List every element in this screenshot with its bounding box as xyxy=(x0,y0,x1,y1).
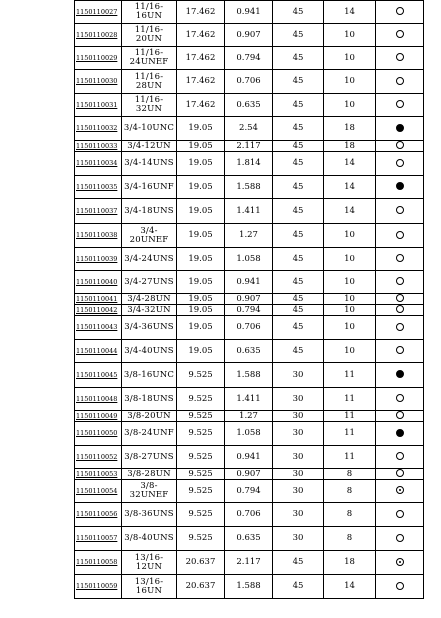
cell-n: 8 xyxy=(324,480,376,503)
cell-d2: 2.117 xyxy=(225,551,273,575)
cell-spec: 3/4-16UNF xyxy=(122,176,177,199)
cell-d2: 2.54 xyxy=(225,117,273,141)
open-circle-icon xyxy=(396,394,404,402)
cell-spec: 3/4-36UNS xyxy=(122,316,177,340)
cell-mark xyxy=(376,224,424,248)
cell-d2: 1.814 xyxy=(225,152,273,176)
open-circle-icon xyxy=(396,7,404,15)
cell-n: 8 xyxy=(324,469,376,480)
open-circle-icon xyxy=(396,346,404,354)
open-circle-icon xyxy=(396,30,404,38)
cell-mark xyxy=(376,411,424,422)
cell-n: 10 xyxy=(324,294,376,305)
open-circle-icon xyxy=(396,305,404,313)
cell-mark xyxy=(376,152,424,176)
table-row xyxy=(75,94,424,117)
cell-a: 30 xyxy=(273,469,324,480)
open-circle-icon xyxy=(396,77,404,85)
cell-spec: 11/16-20UN xyxy=(122,24,177,47)
cell-code: 1150110050 xyxy=(75,422,122,446)
cell-n: 11 xyxy=(324,411,376,422)
cell-mark xyxy=(376,446,424,469)
cell-d1: 17.462 xyxy=(177,24,225,47)
cell-mark xyxy=(376,24,424,47)
table-row xyxy=(75,271,424,294)
cell-d1: 17.462 xyxy=(177,1,225,24)
cell-spec: 3/8-16UNC xyxy=(122,363,177,388)
cell-mark xyxy=(376,294,424,305)
cell-code: 1150110040 xyxy=(75,271,122,294)
cell-a: 45 xyxy=(273,152,324,176)
cell-d2: 0.706 xyxy=(225,70,273,94)
cell-mark xyxy=(376,305,424,316)
table-row xyxy=(75,422,424,446)
cell-d1: 19.05 xyxy=(177,340,225,363)
cell-d1: 9.525 xyxy=(177,422,225,446)
filled-circle-icon xyxy=(396,429,404,437)
cell-a: 45 xyxy=(273,176,324,199)
cell-spec: 3/4-12UN xyxy=(122,141,177,152)
cell-d1: 9.525 xyxy=(177,527,225,551)
open-circle-icon xyxy=(396,411,404,419)
cell-code: 1150110033 xyxy=(75,141,122,152)
cell-d2: 0.941 xyxy=(225,1,273,24)
filled-circle-icon xyxy=(396,182,404,190)
cell-d2: 0.706 xyxy=(225,316,273,340)
cell-spec: 3/8-36UNS xyxy=(122,503,177,527)
cell-code: 1150110027 xyxy=(75,1,122,24)
cell-d2: 1.27 xyxy=(225,224,273,248)
cell-d2: 0.635 xyxy=(225,527,273,551)
cell-code: 1150110054 xyxy=(75,480,122,503)
cell-a: 30 xyxy=(273,446,324,469)
cell-code: 1150110044 xyxy=(75,340,122,363)
cell-code: 1150110035 xyxy=(75,176,122,199)
cell-a: 45 xyxy=(273,47,324,70)
cell-mark xyxy=(376,363,424,388)
table-row xyxy=(75,480,424,503)
cell-mark xyxy=(376,575,424,599)
cell-spec: 3/4-40UNS xyxy=(122,340,177,363)
cell-mark xyxy=(376,271,424,294)
cell-mark xyxy=(376,248,424,271)
cell-mark xyxy=(376,141,424,152)
cell-code: 1150110056 xyxy=(75,503,122,527)
cell-n: 14 xyxy=(324,199,376,224)
cell-d1: 17.462 xyxy=(177,94,225,117)
cell-code: 1150110031 xyxy=(75,94,122,117)
open-circle-icon xyxy=(396,254,404,262)
cell-n: 11 xyxy=(324,388,376,411)
filled-circle-icon xyxy=(396,124,404,132)
cell-spec: 3/4-10UNC xyxy=(122,117,177,141)
cell-mark xyxy=(376,340,424,363)
table-row xyxy=(75,411,424,422)
cell-mark xyxy=(376,503,424,527)
cell-code: 1150110030 xyxy=(75,70,122,94)
dotted-circle-icon xyxy=(396,558,404,566)
cell-spec: 3/8-28UN xyxy=(122,469,177,480)
cell-code: 1150110032 xyxy=(75,117,122,141)
open-circle-icon xyxy=(396,294,404,302)
cell-code: 1150110048 xyxy=(75,388,122,411)
cell-n: 14 xyxy=(324,1,376,24)
cell-d2: 0.706 xyxy=(225,503,273,527)
cell-a: 45 xyxy=(273,117,324,141)
table-row xyxy=(75,294,424,305)
cell-spec: 3/4-27UNS xyxy=(122,271,177,294)
cell-a: 30 xyxy=(273,411,324,422)
cell-spec: 3/4-28UN xyxy=(122,294,177,305)
cell-n: 10 xyxy=(324,224,376,248)
cell-d1: 9.525 xyxy=(177,469,225,480)
cell-spec: 11/16-24UNEF xyxy=(122,47,177,70)
table-body xyxy=(75,1,424,599)
cell-mark xyxy=(376,469,424,480)
table-row xyxy=(75,248,424,271)
cell-code: 1150110028 xyxy=(75,24,122,47)
cell-a: 45 xyxy=(273,294,324,305)
cell-a: 30 xyxy=(273,503,324,527)
table-row xyxy=(75,316,424,340)
table-row xyxy=(75,70,424,94)
cell-code: 1150110034 xyxy=(75,152,122,176)
cell-code: 1150110057 xyxy=(75,527,122,551)
cell-d1: 9.525 xyxy=(177,363,225,388)
open-circle-icon xyxy=(396,469,404,477)
cell-d1: 19.05 xyxy=(177,152,225,176)
cell-d2: 0.635 xyxy=(225,94,273,117)
cell-a: 45 xyxy=(273,224,324,248)
cell-d1: 19.05 xyxy=(177,316,225,340)
cell-mark xyxy=(376,422,424,446)
open-circle-icon xyxy=(396,510,404,518)
cell-n: 11 xyxy=(324,446,376,469)
filled-circle-icon xyxy=(396,370,404,378)
cell-d1: 19.05 xyxy=(177,294,225,305)
cell-code: 1150110042 xyxy=(75,305,122,316)
cell-d2: 1.058 xyxy=(225,422,273,446)
open-circle-icon xyxy=(396,323,404,331)
cell-spec: 3/8-27UNS xyxy=(122,446,177,469)
open-circle-icon xyxy=(396,582,404,590)
cell-n: 10 xyxy=(324,94,376,117)
cell-mark xyxy=(376,94,424,117)
cell-code: 1150110052 xyxy=(75,446,122,469)
cell-a: 45 xyxy=(273,199,324,224)
cell-code: 1150110059 xyxy=(75,575,122,599)
cell-spec: 3/4-24UNS xyxy=(122,248,177,271)
cell-d1: 19.05 xyxy=(177,141,225,152)
cell-code: 1150110029 xyxy=(75,47,122,70)
open-circle-icon xyxy=(396,231,404,239)
open-circle-icon xyxy=(396,53,404,61)
cell-d2: 0.794 xyxy=(225,305,273,316)
cell-d2: 1.411 xyxy=(225,388,273,411)
cell-a: 45 xyxy=(273,316,324,340)
cell-d2: 1.588 xyxy=(225,575,273,599)
cell-n: 18 xyxy=(324,141,376,152)
cell-code: 1150110053 xyxy=(75,469,122,480)
cell-d2: 2.117 xyxy=(225,141,273,152)
table-row xyxy=(75,551,424,575)
cell-n: 10 xyxy=(324,70,376,94)
cell-n: 10 xyxy=(324,24,376,47)
cell-a: 45 xyxy=(273,248,324,271)
cell-spec: 3/8-20UN xyxy=(122,411,177,422)
cell-a: 45 xyxy=(273,305,324,316)
cell-d1: 9.525 xyxy=(177,446,225,469)
cell-a: 45 xyxy=(273,340,324,363)
cell-d2: 0.635 xyxy=(225,340,273,363)
cell-spec: 13/16-16UN xyxy=(122,575,177,599)
table-row xyxy=(75,527,424,551)
cell-a: 30 xyxy=(273,480,324,503)
cell-n: 18 xyxy=(324,117,376,141)
cell-d1: 20.637 xyxy=(177,551,225,575)
table-row xyxy=(75,199,424,224)
cell-d2: 1.588 xyxy=(225,363,273,388)
table-row xyxy=(75,305,424,316)
cell-n: 10 xyxy=(324,316,376,340)
cell-code: 1150110037 xyxy=(75,199,122,224)
cell-d2: 0.907 xyxy=(225,469,273,480)
cell-mark xyxy=(376,316,424,340)
table-row xyxy=(75,24,424,47)
table-row xyxy=(75,47,424,70)
table-row xyxy=(75,575,424,599)
cell-n: 14 xyxy=(324,176,376,199)
cell-spec: 3/8-40UNS xyxy=(122,527,177,551)
table-row xyxy=(75,469,424,480)
cell-spec: 11/16-28UN xyxy=(122,70,177,94)
table-row xyxy=(75,224,424,248)
cell-d2: 1.411 xyxy=(225,199,273,224)
cell-n: 8 xyxy=(324,527,376,551)
open-circle-icon xyxy=(396,141,404,149)
table-row xyxy=(75,388,424,411)
cell-a: 30 xyxy=(273,363,324,388)
table-row xyxy=(75,503,424,527)
cell-mark xyxy=(376,117,424,141)
open-circle-icon xyxy=(396,534,404,542)
cell-spec: 3/4-20UNEF xyxy=(122,224,177,248)
cell-d1: 20.637 xyxy=(177,575,225,599)
cell-d2: 0.907 xyxy=(225,294,273,305)
cell-d1: 19.05 xyxy=(177,176,225,199)
table-row xyxy=(75,117,424,141)
cell-d1: 19.05 xyxy=(177,248,225,271)
open-circle-icon xyxy=(396,452,404,460)
cell-n: 14 xyxy=(324,152,376,176)
cell-d2: 0.941 xyxy=(225,271,273,294)
table-row xyxy=(75,1,424,24)
cell-d1: 19.05 xyxy=(177,271,225,294)
cell-spec: 13/16-12UN xyxy=(122,551,177,575)
open-circle-icon xyxy=(396,277,404,285)
cell-d1: 19.05 xyxy=(177,199,225,224)
open-circle-icon xyxy=(396,159,404,167)
cell-mark xyxy=(376,388,424,411)
cell-d2: 1.27 xyxy=(225,411,273,422)
cell-code: 1150110058 xyxy=(75,551,122,575)
cell-mark xyxy=(376,47,424,70)
cell-spec: 3/4-14UNS xyxy=(122,152,177,176)
cell-d2: 0.794 xyxy=(225,47,273,70)
table-row xyxy=(75,363,424,388)
cell-code: 1150110045 xyxy=(75,363,122,388)
open-circle-icon xyxy=(396,100,404,108)
cell-d1: 9.525 xyxy=(177,480,225,503)
table-row xyxy=(75,446,424,469)
cell-d2: 0.941 xyxy=(225,446,273,469)
cell-d1: 19.05 xyxy=(177,224,225,248)
cell-a: 45 xyxy=(273,271,324,294)
cell-d1: 17.462 xyxy=(177,47,225,70)
cell-d1: 17.462 xyxy=(177,70,225,94)
cell-mark xyxy=(376,70,424,94)
cell-d1: 19.05 xyxy=(177,117,225,141)
table-row xyxy=(75,340,424,363)
cell-code: 1150110049 xyxy=(75,411,122,422)
open-circle-icon xyxy=(396,206,404,214)
cell-code: 1150110038 xyxy=(75,224,122,248)
cell-n: 14 xyxy=(324,575,376,599)
cell-mark xyxy=(376,551,424,575)
cell-mark xyxy=(376,176,424,199)
dotted-circle-icon xyxy=(396,486,404,494)
cell-mark xyxy=(376,480,424,503)
cell-d1: 9.525 xyxy=(177,503,225,527)
cell-a: 45 xyxy=(273,24,324,47)
cell-n: 18 xyxy=(324,551,376,575)
cell-a: 45 xyxy=(273,551,324,575)
cell-d1: 9.525 xyxy=(177,411,225,422)
cell-code: 1150110039 xyxy=(75,248,122,271)
cell-d2: 1.058 xyxy=(225,248,273,271)
table-row xyxy=(75,176,424,199)
cell-spec: 3/4-32UN xyxy=(122,305,177,316)
cell-d1: 9.525 xyxy=(177,388,225,411)
cell-spec: 11/16-16UN xyxy=(122,1,177,24)
cell-code: 1150110043 xyxy=(75,316,122,340)
cell-a: 45 xyxy=(273,1,324,24)
table-row xyxy=(75,152,424,176)
table-row xyxy=(75,141,424,152)
cell-spec: 3/8-24UNF xyxy=(122,422,177,446)
cell-a: 45 xyxy=(273,94,324,117)
cell-a: 45 xyxy=(273,70,324,94)
cell-spec: 3/8-18UNS xyxy=(122,388,177,411)
cell-mark xyxy=(376,1,424,24)
cell-a: 30 xyxy=(273,422,324,446)
cell-spec: 3/8-32UNEF xyxy=(122,480,177,503)
cell-d2: 0.907 xyxy=(225,24,273,47)
cell-spec: 11/16-32UN xyxy=(122,94,177,117)
cell-n: 11 xyxy=(324,422,376,446)
cell-a: 45 xyxy=(273,575,324,599)
cell-mark xyxy=(376,199,424,224)
cell-code: 1150110041 xyxy=(75,294,122,305)
cell-a: 30 xyxy=(273,527,324,551)
cell-n: 11 xyxy=(324,363,376,388)
cell-n: 10 xyxy=(324,340,376,363)
cell-n: 10 xyxy=(324,271,376,294)
cell-spec: 3/4-18UNS xyxy=(122,199,177,224)
cell-a: 45 xyxy=(273,141,324,152)
cell-mark xyxy=(376,527,424,551)
cell-n: 10 xyxy=(324,305,376,316)
cell-d1: 19.05 xyxy=(177,305,225,316)
cell-a: 30 xyxy=(273,388,324,411)
thread-spec-table xyxy=(74,0,424,599)
cell-n: 10 xyxy=(324,248,376,271)
cell-n: 8 xyxy=(324,503,376,527)
cell-n: 10 xyxy=(324,47,376,70)
cell-d2: 0.794 xyxy=(225,480,273,503)
cell-d2: 1.588 xyxy=(225,176,273,199)
